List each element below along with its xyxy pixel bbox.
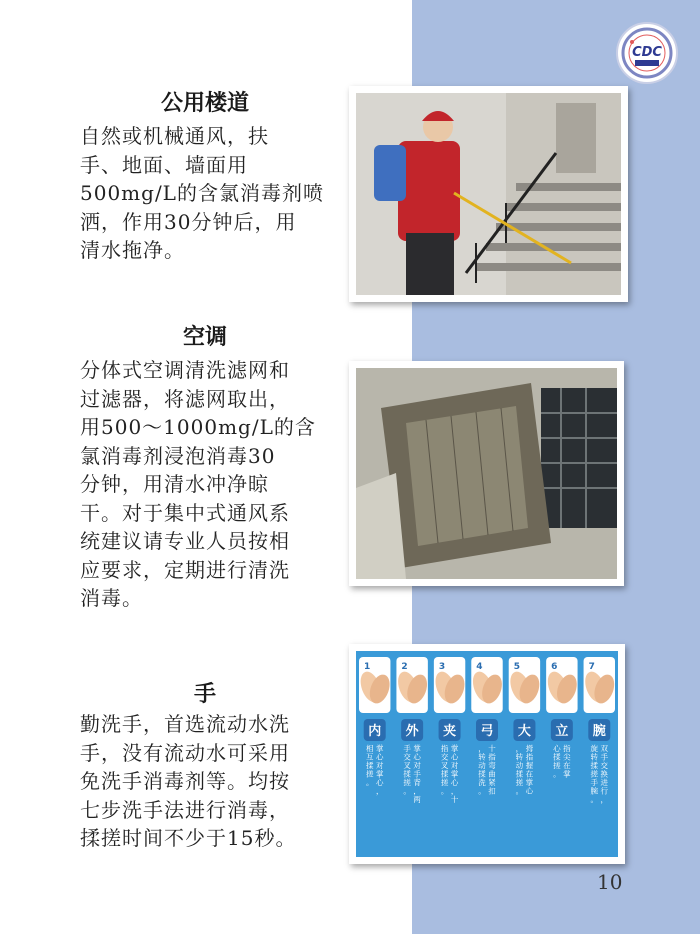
step-description: 指交叉揉搓。 xyxy=(440,744,449,796)
section-heading-corridor: 公用楼道 xyxy=(160,91,249,116)
handwashing-chart-graphic xyxy=(356,651,618,857)
seven-step-handwashing-chart xyxy=(349,644,625,864)
step-description: 相互揉搓。 xyxy=(365,744,374,787)
text-line: 手、地面、墙面用 xyxy=(80,152,248,177)
step-description: 掌心对掌心，十 xyxy=(450,744,459,804)
step-description: 双手交换进行， xyxy=(600,744,609,804)
step-character: 内 xyxy=(368,724,382,739)
section-text-corridor xyxy=(80,122,332,265)
step-description: 掌心对掌心， xyxy=(375,744,384,796)
text-line: 清水拖净。 xyxy=(80,238,185,262)
text-line: 用500～1000mg/L的含 xyxy=(80,415,316,439)
text-line: 洒，作用30分钟后，用 xyxy=(80,209,297,234)
text-line: 氯消毒剂浸泡消毒30 xyxy=(80,443,276,468)
step-number: 6 xyxy=(551,662,558,672)
text-line: 统建议请专业人员按相 xyxy=(80,529,290,553)
section-heading-air-conditioner: 空调 xyxy=(182,325,227,350)
photo-air-conditioner-filter xyxy=(349,361,624,586)
step-description: 手交叉揉搓。 xyxy=(403,744,411,796)
svg-text:CDC: CDC xyxy=(632,45,662,60)
page-number: 10 xyxy=(597,870,623,894)
step-character: 弓 xyxy=(480,724,494,739)
photo-disinfecting-stairwell xyxy=(349,86,628,302)
text-line: 揉搓时间不少于15秒。 xyxy=(80,826,297,850)
text-line: 过滤器，将滤网取出， xyxy=(80,386,290,411)
step-character: 腕 xyxy=(592,724,606,739)
text-line: 500mg/L的含氯消毒剂喷 xyxy=(80,181,324,205)
text-line: 应要求，定期进行清洗 xyxy=(80,557,290,582)
step-description: 心揉搓。 xyxy=(553,744,561,779)
step-character: 夹 xyxy=(443,724,457,739)
step-character: 立 xyxy=(555,724,569,739)
step-description: 旋转揉搓手腕。 xyxy=(590,744,599,804)
step-description: ，转动揉搓。 xyxy=(515,744,524,796)
text-line: 分体式空调清洗滤网和 xyxy=(80,358,290,382)
step-number: 3 xyxy=(438,662,446,672)
step-description: ，转动揉洗。 xyxy=(478,744,486,796)
text-line: 七步洗手法进行消毒， xyxy=(80,797,290,822)
text-line: 免洗手消毒剂等。均按 xyxy=(80,769,290,793)
text-line: 勤洗手，首选流动水洗 xyxy=(80,712,290,736)
step-number: 5 xyxy=(513,662,520,672)
text-line: 自然或机械通风，扶 xyxy=(80,124,269,148)
step-description: 掌心对手背，两 xyxy=(413,744,421,804)
step-character: 大 xyxy=(517,724,531,739)
step-number: 2 xyxy=(401,662,408,672)
section-heading-hands: 手 xyxy=(193,682,216,707)
step-number: 7 xyxy=(588,662,595,672)
step-number: 4 xyxy=(476,662,483,672)
step-description: 指尖在掌 xyxy=(563,744,571,779)
step-description: 十指弯曲紧扣 xyxy=(488,744,496,796)
text-line: 消毒。 xyxy=(80,586,143,610)
cdc-logo xyxy=(616,22,678,84)
step-description: 拇指握在掌心 xyxy=(525,744,534,796)
section-text-air-conditioner xyxy=(80,356,332,613)
text-line: 手，没有流动水可采用 xyxy=(80,740,290,765)
section-text-hands xyxy=(80,710,332,853)
step-character: 外 xyxy=(405,724,419,739)
text-line: 干。对于集中式通风系 xyxy=(80,500,290,525)
text-line: 分钟，用清水冲净晾 xyxy=(80,472,269,496)
step-number: 1 xyxy=(364,662,371,672)
